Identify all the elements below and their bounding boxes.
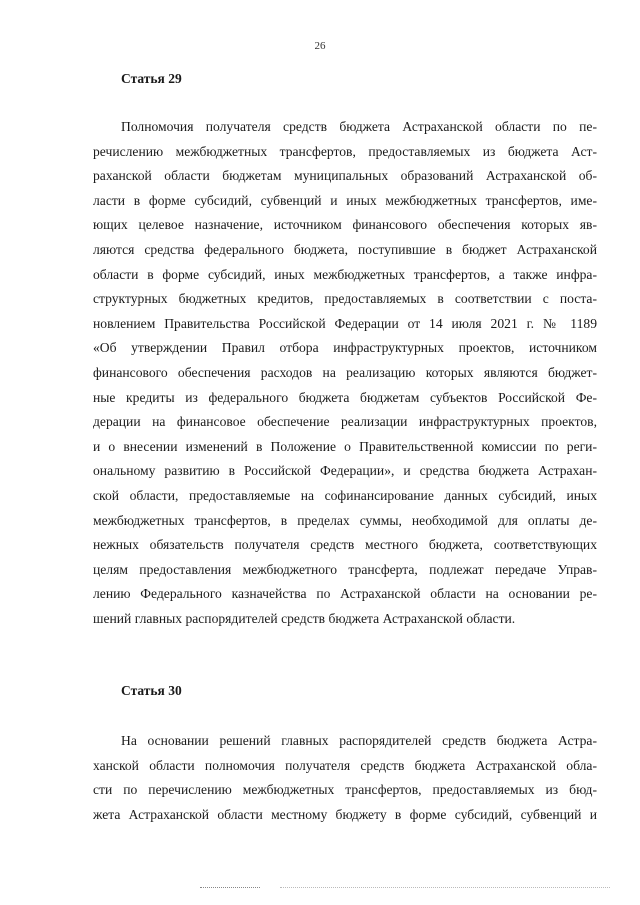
paragraph-line: финансового обеспечения расходов на реализацию которых являются бюджет- [93,365,597,380]
paragraph-line: ющих целевое назначение, источником финансового обеспечения которых яв- [93,217,597,233]
paragraph-line: речислению межбюджетных трансфертов, предоставляемых из бюджета Аст- [93,143,597,159]
paragraph-line: области в форме субсидий, иных межбюджетных трансфертов, а также инфра- [93,266,597,282]
scan-artifact [200,887,260,889]
article-heading: Статья 30 [121,683,182,698]
paragraph-line: ональному развитию в Российской Федерации», и средства бюджета Астрахан- [93,463,597,479]
paragraph-line: шений главных распорядителей средств бюджета Астраханской области. [93,611,516,626]
paragraph-line: ской области, предоставляемые на софинансирование данных субсидий, иных [93,488,597,503]
scan-artifact [280,887,610,889]
paragraph-line: жета Астраханской области местному бюджету в форме субсидий, субвенций и [93,806,597,822]
paragraph-line: На основании решений главных распорядителей средств бюджета Астра- [121,733,597,748]
paragraph-line: и о внесении изменений в Положение о Правительственной комиссии по реги- [93,438,597,454]
paragraph-line: ные кредиты из федерального бюджета бюджетам субъектов Российской Фе- [93,389,597,405]
paragraph-line: «Об утверждении Правил отбора инфраструктурных проектов, источником [93,340,597,356]
paragraph-line: дерации на финансовое обеспечение реализации инфраструктурных проектов, [93,414,597,430]
page-number: 26 [314,40,326,52]
article-heading: Статья 29 [121,71,182,86]
paragraph-line: раханской области бюджетам муниципальных образований Астраханской об- [93,168,597,184]
paragraph-line: нежных обязательств получателя средств местного бюджета, соответствующих [93,537,597,553]
paragraph-line: структурных бюджетных кредитов, предоставляемых в соответствии с поста- [93,291,597,307]
paragraph-line: ляются средства федерального бюджета, поступившие в бюджет Астраханской [93,242,597,257]
paragraph-line: сти по перечислению межбюджетных трансфертов, предоставляемых из бюд- [93,782,597,798]
paragraph-line: ласти в форме субсидий, субвенций и иных межбюджетных трансфертов, име- [93,192,597,208]
paragraph-line: новлением Правительства Российской Федерации от 14 июля 2021 г. № 1189 [93,315,597,331]
paragraph-line: Полномочия получателя средств бюджета Астраханской области по пе- [121,119,597,134]
paragraph-line: целям предоставления межбюджетного трансферта, подлежат передаче Управ- [93,561,597,577]
paragraph-line: ханской области полномочия получателя средств бюджета Астраханской обла- [93,757,597,773]
paragraph-line: межбюджетных трансфертов, в пределах суммы, необходимой для оплаты де- [93,512,597,528]
paragraph-line: лению Федерального казначейства по Астраханской области на основании ре- [93,586,597,602]
